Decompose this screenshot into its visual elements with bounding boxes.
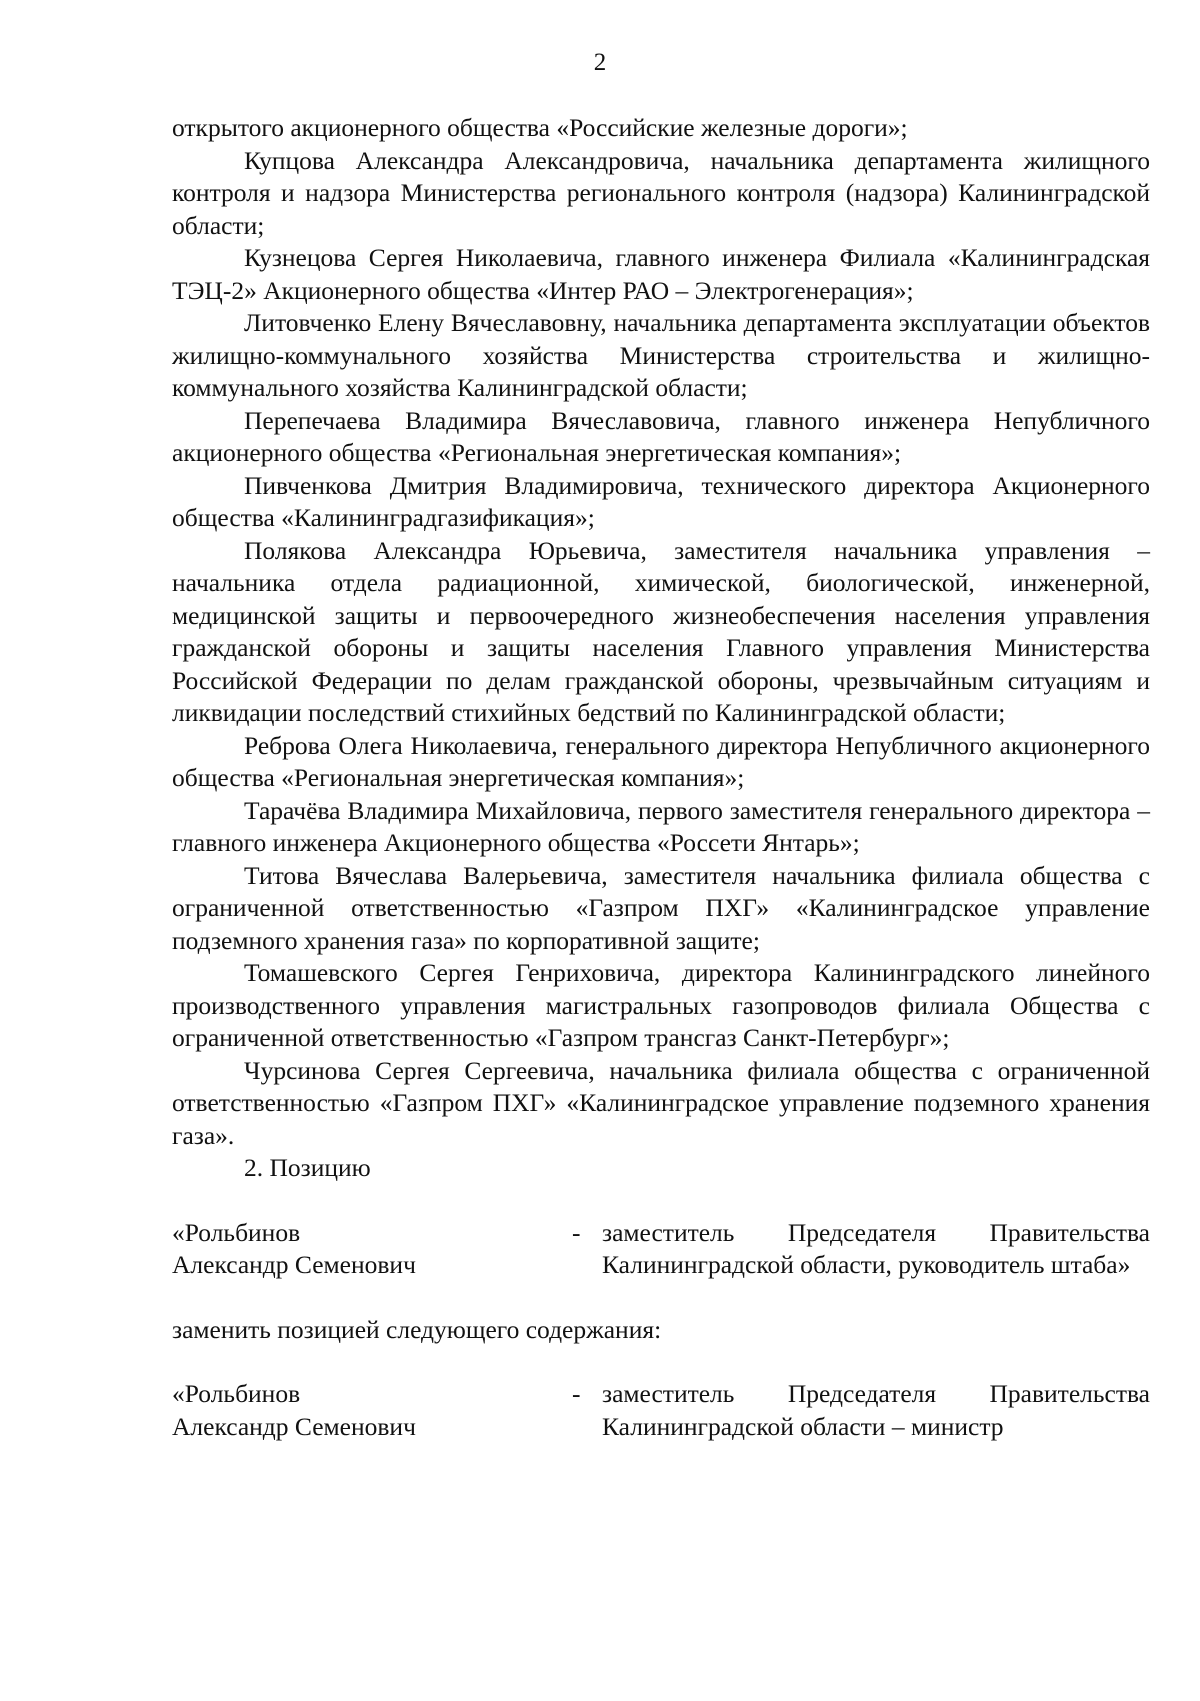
position-new-name-line1: «Рольбинов (172, 1379, 301, 1408)
position-new-dash: - (572, 1379, 581, 1408)
replace-instruction: заменить позицией следующего содержания: (172, 1314, 662, 1344)
position-new-role: заместитель Председателя Правительства Калининградской области – министр (602, 1379, 1150, 1441)
paragraph-tarachev: Тарачёва Владимира Михайловича, первого заместителя генерального директора – главного инженера Акционерного общества «Россети Янтарь»; (172, 795, 1150, 857)
paragraph-pivchenkov: Пивченкова Дмитрия Владимировича, технического директора Акционерного общества «Калининградгазификация»; (172, 470, 1150, 532)
paragraph-chursinov: Чурсинова Сергея Сергеевича, начальника филиала общества с ограниченной ответственностью «Газпром ПХГ» «Калининградское управление подземного хранения газа». (172, 1055, 1150, 1150)
paragraph-kuznetsov: Кузнецова Сергея Николаевича, главного инженера Филиала «Калининградская ТЭЦ-2» Акционерного общества «Интер РАО – Электрогенерация»; (172, 243, 1150, 305)
paragraph-kuptsov: Купцова Александра Александровича, начальника департамента жилищного контроля и надзора Министерства регионального контроля (надзора) Калининградской области; (172, 145, 1150, 240)
paragraph-continuation: открытого акционерного общества «Российские железные дороги»; (172, 113, 908, 142)
paragraph-tomashevsky: Томашевского Сергея Генриховича, директора Калининградского линейного производственного управления магистральных газопроводов филиала Общества с ограниченной ответственностью «Газпром трансгаз Санкт-Петербург»; (172, 958, 1150, 1052)
paragraph-perepechaev: Перепечаева Владимира Вячеславовича, главного инженера Непубличного акционерного общества «Региональная энергетическая компания»; (172, 405, 1150, 467)
position-old-role: заместитель Председателя Правительства Калининградской области, руководитель штаба» (602, 1217, 1150, 1279)
position-new (172, 1378, 1150, 1443)
position-old (172, 1217, 1150, 1282)
paragraph-litovchenko: Литовченко Елену Вячеславовну, начальника департамента эксплуатации объектов жилищно-коммунального хозяйства Министерства строительства и жилищно-коммунального хозяйства Калининградской области; (172, 308, 1150, 402)
paragraph-titov: Титова Вячеслава Валерьевича, заместителя начальника филиала общества с ограниченной ответственностью «Газпром ПХГ» «Калининградское управление подземного хранения газа» по корпоративной защите; (172, 860, 1150, 955)
position-old-name-line2: Александр Семенович (172, 1250, 416, 1279)
document-body (172, 112, 1150, 1443)
paragraph-item-2: 2. Позицию (244, 1153, 371, 1182)
position-new-name-line2: Александр Семенович (172, 1411, 416, 1441)
position-old-name (172, 1217, 572, 1282)
paragraph-rebrov: Реброва Олега Николаевича, генерального директора Непубличного акционерного общества «Региональная энергетическая компания»; (172, 730, 1150, 792)
paragraph-polyakov: Полякова Александра Юрьевича, заместителя начальника управления – начальника отдела радиационной, химической, биологической, инженерной, медицинской защиты и первоочередного жизнеобеспечения населения управления гражданской обороны и защиты населения Главного управления Министерства Российской Федерации по делам гражданской обороны, чрезвычайным ситуациям и ликвидации последствий стихийных бедствий по Калининградской области; (172, 535, 1150, 727)
position-old-dash: - (572, 1217, 581, 1247)
position-new-name (172, 1378, 572, 1443)
page-number: 2 (593, 49, 607, 76)
position-old-name-line1: «Рольбинов (172, 1217, 301, 1247)
